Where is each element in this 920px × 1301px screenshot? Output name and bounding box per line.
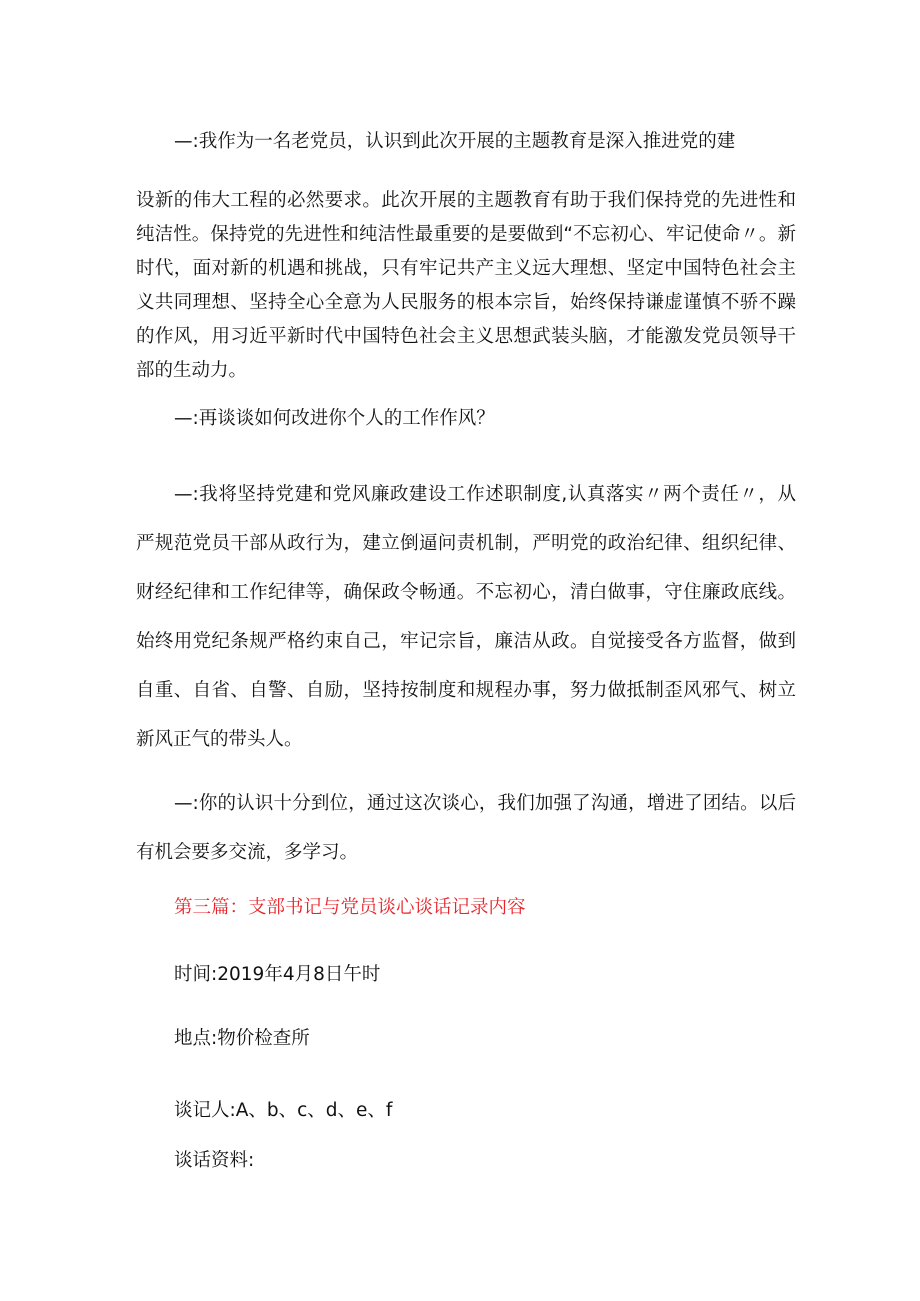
meeting-time: 时间:2019年4月8日午时 xyxy=(174,964,381,985)
paragraph-answer-work-style: —:我将坚持党建和党风廉政建设工作述职制度,认真落实〃两个责任〃，从严规范党员干部从政行为，建立倒逼问责机制，严明党的政治纪律、组织纪律、财经纪律和工作纪律等，确保政令畅通。不忘初心，清白做事，守住廉政底线。始终用党纪条规严格约束自己，牢记宗旨，廉洁从政。自觉接受各方监督，做到自重、自省、自警、自励，坚持按制度和规程办事，努力做抵制歪风邪气、树立新风正气的带头人。 xyxy=(136,484,796,750)
meeting-place: 地点:物价检查所 xyxy=(174,1028,310,1049)
paragraph-question-work-style: —:再谈谈如何改进你个人的工作作风？ xyxy=(174,408,495,429)
section-heading: 第三篇：支部书记与党员谈心谈话记录内容 xyxy=(174,897,526,918)
meeting-participants: 谈记人:A、b、c、d、e、f xyxy=(174,1100,393,1121)
paragraph-closing-remark: —:你的认识十分到位，通过这次谈心，我们加强了沟通，增进了团结。以后有机会要多交流，多学习。 xyxy=(136,793,796,863)
paragraph-party-education: 设新的伟大工程的必然要求。此次开展的主题教育有助于我们保持党的先进性和纯洁性。保持党的先进性和纯洁性最重要的是要做到“不忘初心、牢记使命〃。新时代，面对新的机遇和挑战，只有牢记共产主义远大理想、坚定中国特色社会主义共同理想、坚持全心全意为人民服务的根本宗旨，始终保持谦虚谨慎不骄不躁的作风，用习近平新时代中国特色社会主义思想武装头脑，才能激发党员领导干部的生动力。 xyxy=(136,190,796,381)
paragraph-intro-line: —:我作为一名老党员，认识到此次开展的主题教育是深入推进党的建 xyxy=(174,131,736,152)
meeting-material-label: 谈话资料: xyxy=(174,1150,255,1171)
